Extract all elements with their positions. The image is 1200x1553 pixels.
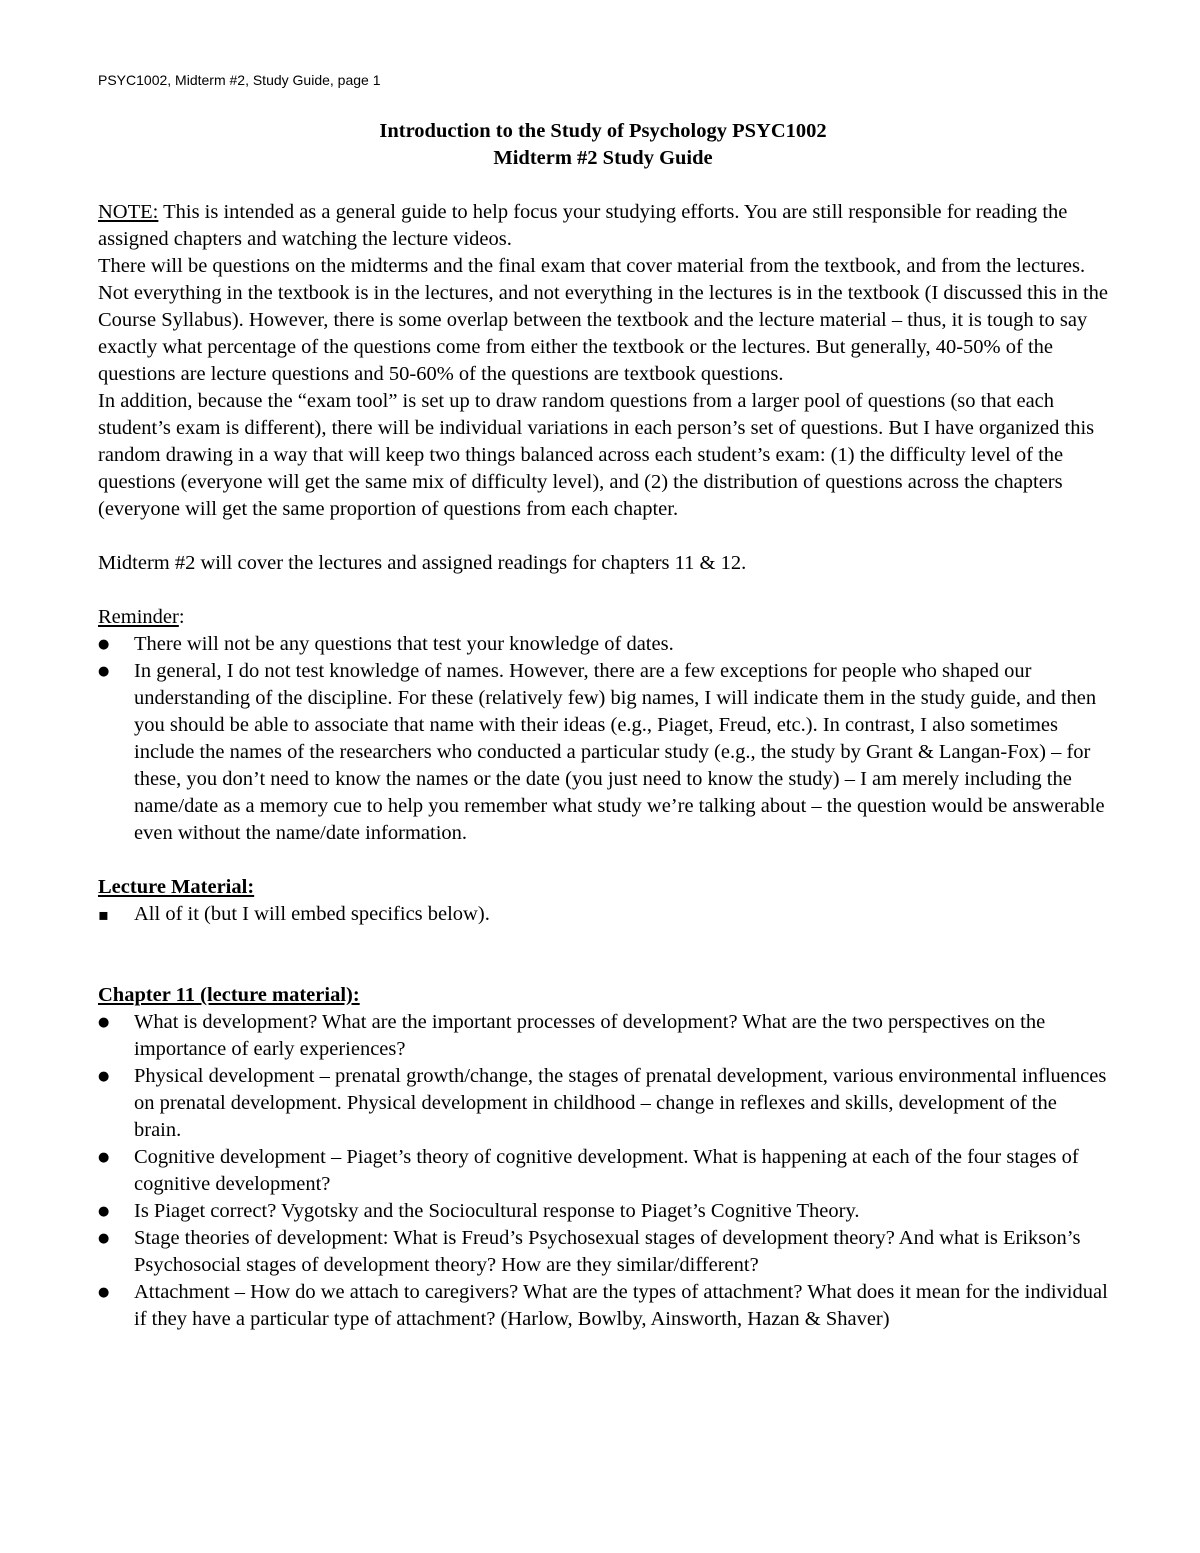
title-line-2: Midterm #2 Study Guide [493,147,713,169]
chapter-11-list [98,1009,1108,1333]
note-text: This is intended as a general guide to help focus your studying efforts. You are still responsible for reading the assigned chapters and watching the lecture videos. [98,201,1068,250]
list-item: ▪ All of it (but I will embed specifics below). [98,901,1108,928]
paragraph-exam-content: There will be questions on the midterms and the final exam that cover material from the textbook, and from the lectures. Not everything in the textbook is in the lectures, and not everything in the lectures is in the textbook (I discussed this in the Course Syllabus). However, there is some overlap between the textbook and the lecture material – thus, it is tough to say exactly what percentage of the questions come from either the textbook or the lectures. But generally, 40-50% of the questions are lecture questions and 50-60% of the questions are textbook questions. [98,255,1108,385]
list-item: ● Is Piaget correct? Vygotsky and the Sociocultural response to Piaget’s Cognitive Theory. [98,1198,1108,1225]
spacer [98,172,1108,199]
note-label: NOTE: [98,201,159,223]
document-title [98,118,1108,172]
spacer [98,955,1108,982]
page-header: PSYC1002, Midterm #2, Study Guide, page 1 [98,72,381,88]
list-item: ● Physical development – prenatal growth/change, the stages of prenatal development, various environmental influences on prenatal development. Physical development in childhood – change in reflexes and skills, development of the brain. [98,1063,1108,1144]
title-line-1: Introduction to the Study of Psychology PSYC1002 [379,120,827,142]
reminder-label: Reminder [98,606,179,628]
spacer [98,577,1108,604]
reminder-colon: : [178,606,185,628]
note-paragraph [98,199,1108,253]
spacer [98,847,1108,874]
list-item: ● Cognitive development – Piaget’s theory of cognitive development. What is happening at each of the four stages of cognitive development? [98,1144,1108,1198]
list-item: ● Stage theories of development: What is Freud’s Psychosexual stages of development theory? And what is Erikson’s Psychosocial stages of development theory? How are they similar/different? [98,1225,1108,1279]
document-body [98,118,1108,1333]
list-item: ● There will not be any questions that test your knowledge of dates. [98,631,1108,658]
paragraph-exam-tool: In addition, because the “exam tool” is set up to draw random questions from a larger pool of questions (so that each student’s exam is different), there will be individual variations in each person’s set of questions. But I have organized this random drawing in a way that will keep two things balanced across each student’s exam: (1) the difficulty level of the questions (everyone will get the same mix of difficulty level), and (2) the distribution of questions across the chapters (everyone will get the same proportion of questions from each chapter. [98,390,1095,520]
list-item: ● In general, I do not test knowledge of names. However, there are a few exceptions for people who shaped our understanding of the discipline. For these (relatively few) big names, I will indicate them in the study guide, and then you should be able to associate that name with their ideas (e.g., Piaget, Freud, etc.). In contrast, I also sometimes include the names of the researchers who conducted a particular study (e.g., the study by Grant & Langan-Fox) – for these, you don’t need to know the names or the date (you just need to know the study) – I am merely including the name/date as a memory cue to help you remember what study we’re talking about – the question would be answerable even without the name/date information. [98,658,1108,847]
lecture-material-heading: Lecture Material: [98,876,255,898]
reminder-list [98,631,1108,847]
spacer [98,928,1108,955]
paragraph-coverage: Midterm #2 will cover the lectures and assigned readings for chapters 11 & 12. [98,552,747,574]
lecture-material-list [98,901,1108,928]
list-item: ● What is development? What are the important processes of development? What are the two perspectives on the importance of early experiences? [98,1009,1108,1063]
chapter-11-heading: Chapter 11 (lecture material): [98,984,360,1006]
reminder-heading [98,604,1108,631]
list-item: ● Attachment – How do we attach to caregivers? What are the types of attachment? What does it mean for the individual if they have a particular type of attachment? (Harlow, Bowlby, Ainsworth, Hazan & Shaver) [98,1279,1108,1333]
spacer [98,523,1108,550]
